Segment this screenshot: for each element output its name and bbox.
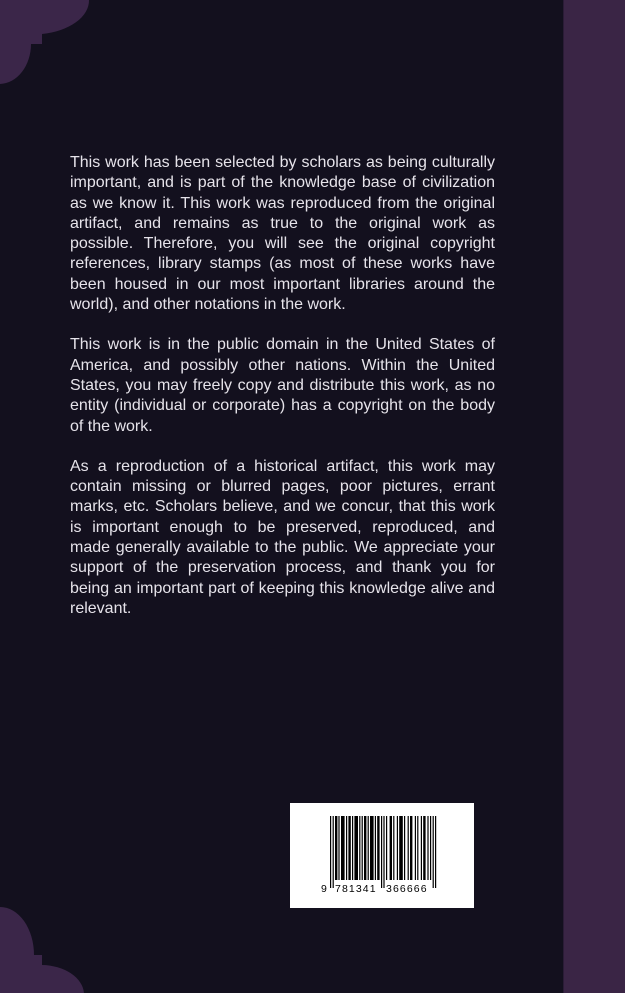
corner-ornament-icon [0, 0, 100, 100]
isbn-first-digit: 9 [321, 883, 327, 895]
back-cover-blurb [70, 153, 495, 639]
isbn-left-group: 781341 [335, 883, 377, 895]
book-spine [563, 0, 625, 993]
blurb-paragraph: As a reproduction of a historical artifact, this work may contain missing or blurred pages, poor pictures, errant marks, etc. Scholars believe, and we concur, that this work is important enough to be preserved, reproduced, and made generally available to the public. We appreciate your support of the preservation process, and thank you for being an important part of keeping this knowledge alive and relevant. [70, 457, 495, 617]
blurb-paragraph: This work is in the public domain in the United States of America, and possibly other nations. Within the United States, you may freely copy and distribute this work, as no entity (individual or corporate) has a copyright on the body of the work. [70, 336, 495, 435]
barcode-icon [321, 816, 440, 898]
corner-ornament-icon [0, 893, 100, 993]
blurb-paragraph: This work has been selected by scholars as being culturally important, and is part of the knowledge base of civilization as we know it. This work was reproduced from the original artifact, and remains as true to the original work as possible. Therefore, you will see the original copyright references, library stamps (as most of these works have been housed in our most important libraries around the world), and other notations in the work. [70, 154, 495, 314]
isbn-barcode [290, 803, 474, 908]
isbn-right-group: 366666 [386, 883, 428, 895]
